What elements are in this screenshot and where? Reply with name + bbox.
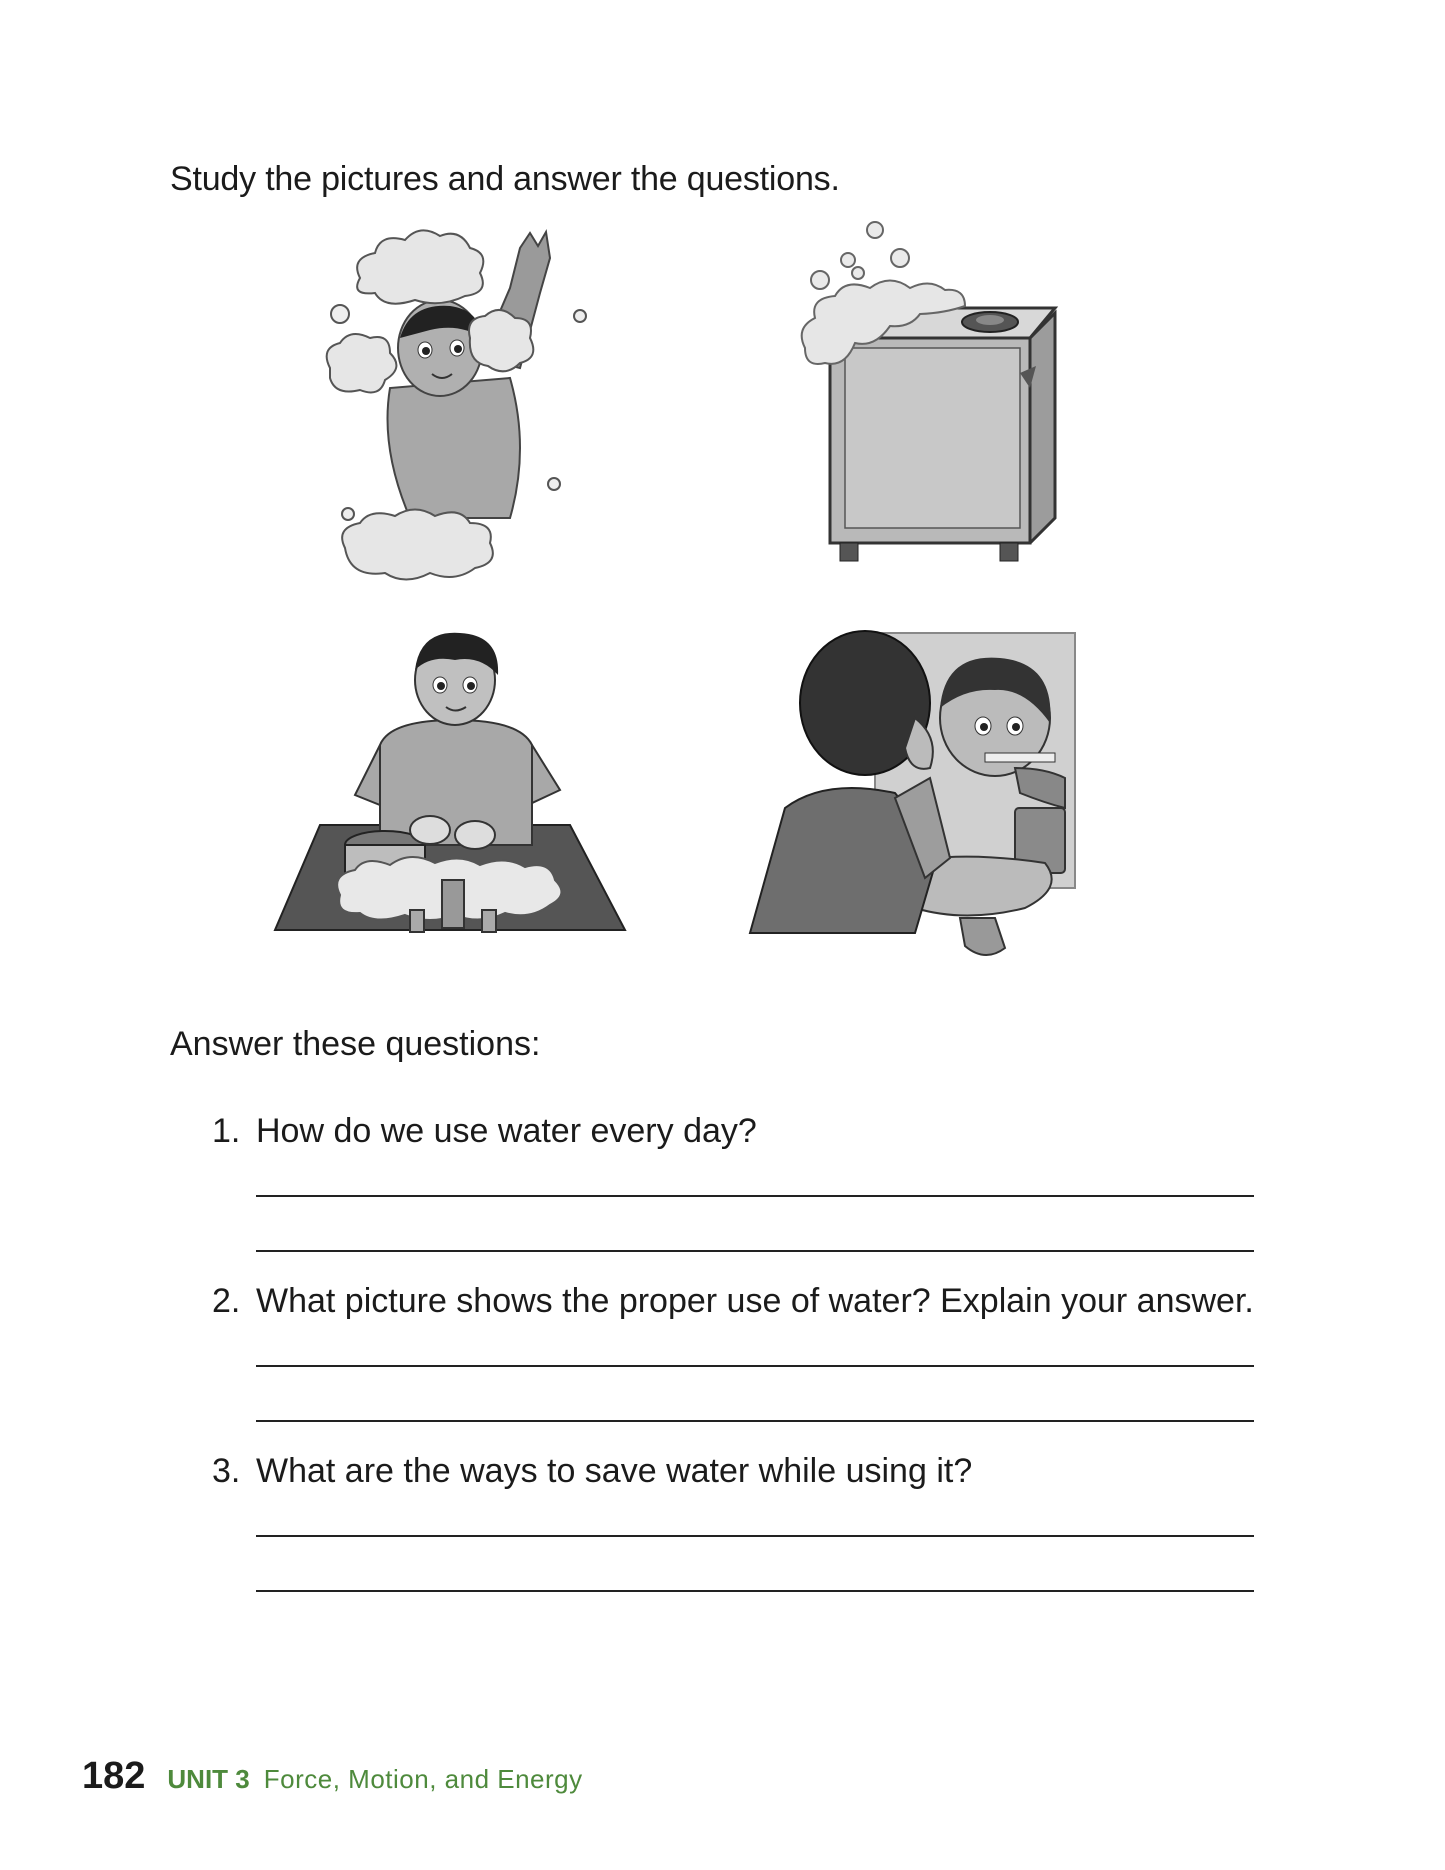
answer-line[interactable]	[256, 1365, 1254, 1367]
tooth-brushing-illustration	[745, 628, 1085, 963]
question-3	[212, 1452, 972, 1491]
answer-heading: Answer these questions:	[170, 1025, 541, 1063]
question-number: 2.	[212, 1282, 241, 1320]
answer-line[interactable]	[256, 1195, 1254, 1197]
unit-title: Force, Motion, and Energy	[263, 1764, 583, 1794]
question-2	[212, 1282, 1254, 1321]
washing-machine-illustration	[800, 218, 1080, 578]
bathing-illustration	[320, 218, 590, 598]
question-number: 1.	[212, 1112, 241, 1150]
dish-washing-illustration	[270, 625, 640, 950]
question-text: What are the ways to save water while using it?	[256, 1452, 973, 1490]
answer-line[interactable]	[256, 1250, 1254, 1252]
question-text: What picture shows the proper use of water? Explain your answer.	[256, 1282, 1254, 1320]
unit-label: UNIT 3	[167, 1764, 250, 1794]
question-1	[212, 1112, 757, 1151]
instruction-text: Study the pictures and answer the questions.	[170, 160, 840, 198]
question-number: 3.	[212, 1452, 241, 1490]
page-footer	[82, 1755, 583, 1798]
page-number: 182	[82, 1755, 146, 1797]
question-text: How do we use water every day?	[256, 1112, 757, 1150]
answer-line[interactable]	[256, 1590, 1254, 1592]
answer-line[interactable]	[256, 1420, 1254, 1422]
answer-line[interactable]	[256, 1535, 1254, 1537]
